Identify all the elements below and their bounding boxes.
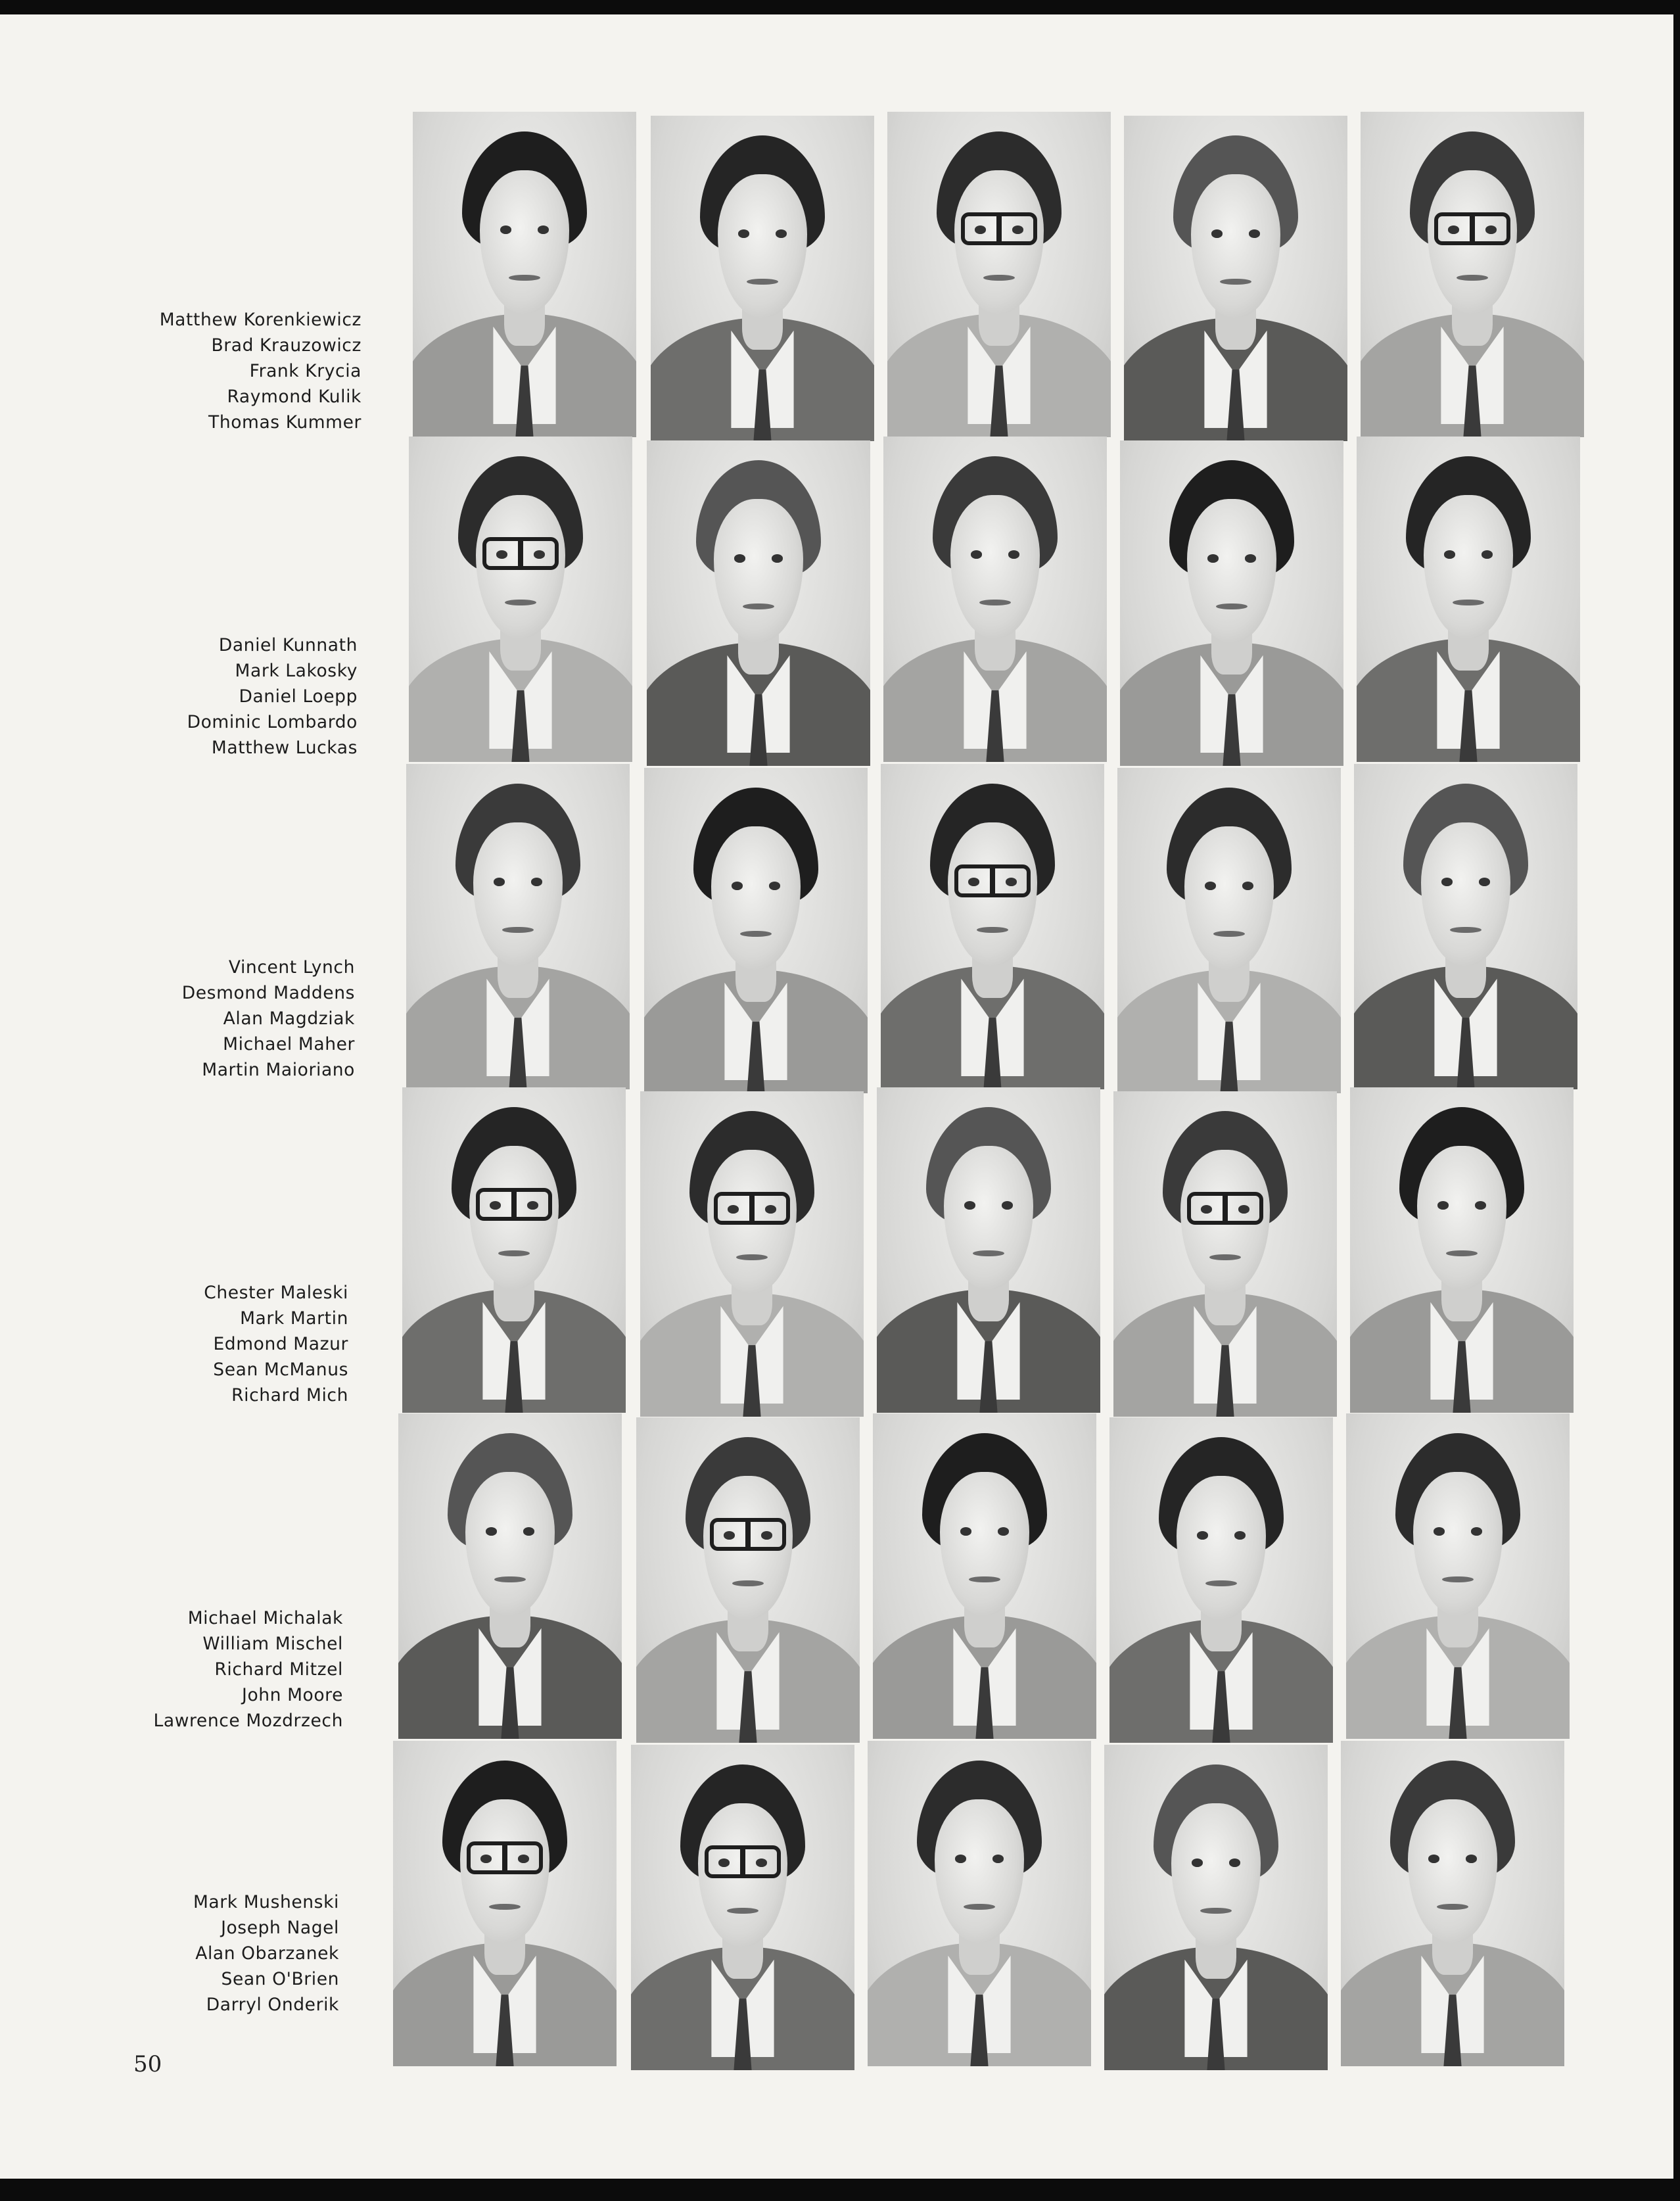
- student-portrait: [1346, 1413, 1570, 1739]
- portrait-shape: [467, 1841, 543, 1874]
- portrait-shape: [1211, 229, 1223, 237]
- portrait-shape: [992, 1855, 1004, 1862]
- student-portrait: [640, 1091, 864, 1417]
- portrait-shape: [1192, 1858, 1203, 1866]
- portrait-shape: [1229, 1858, 1240, 1866]
- student-name: Thomas Kummer: [208, 412, 362, 433]
- student-portrait: [887, 112, 1111, 437]
- name-list: [82, 632, 358, 761]
- student-portrait: [1113, 1091, 1337, 1417]
- student-name: Michael Maher: [223, 1034, 355, 1054]
- student-portrait: [877, 1087, 1100, 1413]
- student-name: Chester Maleski: [204, 1283, 348, 1303]
- student-name: Michael Michalak: [187, 1608, 343, 1628]
- portrait-shape: [1444, 550, 1455, 558]
- portrait-shape: [494, 878, 505, 886]
- portrait-shape: [1434, 212, 1510, 245]
- portrait-shape: [705, 1845, 781, 1878]
- portrait-shape: [1441, 878, 1453, 886]
- portrait-shape: [1245, 554, 1256, 562]
- student-portrait: [1357, 437, 1580, 762]
- portrait-shape: [960, 1527, 971, 1535]
- portrait-shape: [1242, 882, 1253, 889]
- student-portrait: [402, 1087, 626, 1413]
- portrait-shape: [955, 1855, 966, 1862]
- student-name: Sean O'Brien: [221, 1969, 339, 1989]
- student-name: Darryl Onderik: [206, 1995, 339, 2015]
- student-portrait: [868, 1741, 1091, 2066]
- student-portrait: [873, 1413, 1096, 1739]
- student-name: Edmond Mazur: [213, 1334, 348, 1354]
- portrait-shape: [964, 1201, 975, 1209]
- student-name: Alan Magdziak: [223, 1008, 355, 1029]
- student-name: Brad Krauzowicz: [211, 335, 362, 356]
- student-portrait: [413, 112, 636, 437]
- portrait-shape: [1002, 1201, 1013, 1209]
- yearbook-page: [0, 14, 1673, 2179]
- student-portrait: [406, 764, 630, 1089]
- name-list: [63, 1889, 339, 2018]
- student-name: Joseph Nagel: [221, 1918, 339, 1938]
- student-name: Daniel Kunnath: [218, 635, 358, 655]
- portrait-shape: [1471, 1527, 1482, 1535]
- portrait-shape: [732, 882, 743, 889]
- student-portrait: [1117, 768, 1341, 1093]
- student-name: William Mischel: [202, 1634, 343, 1654]
- student-name: Alan Obarzanek: [195, 1943, 339, 1964]
- student-portrait: [1124, 116, 1347, 441]
- portrait-shape: [954, 864, 1031, 897]
- portrait-shape: [772, 554, 783, 562]
- student-portrait: [631, 1745, 854, 2070]
- portrait-shape: [1437, 1201, 1449, 1209]
- student-portrait: [1104, 1745, 1328, 2070]
- portrait-shape: [1428, 1855, 1439, 1862]
- portrait-shape: [776, 229, 787, 237]
- student-portrait: [647, 440, 870, 766]
- student-name: Martin Maioriano: [202, 1060, 355, 1080]
- name-list: [85, 307, 362, 435]
- student-portrait: [1341, 1741, 1564, 2066]
- portrait-shape: [486, 1527, 497, 1535]
- student-name: Frank Krycia: [249, 361, 362, 381]
- student-portrait: [644, 768, 868, 1093]
- portrait-shape: [531, 878, 542, 886]
- student-portrait: [1109, 1417, 1333, 1743]
- student-portrait: [651, 116, 874, 441]
- name-list: [72, 1280, 348, 1408]
- portrait-shape: [1207, 554, 1219, 562]
- student-name: Lawrence Mozdrzech: [153, 1711, 343, 1731]
- student-name: Richard Mich: [231, 1385, 348, 1406]
- portrait-shape: [710, 1518, 786, 1551]
- portrait-shape: [1479, 878, 1490, 886]
- student-name: Matthew Korenkiewicz: [159, 310, 362, 330]
- portrait-shape: [769, 882, 780, 889]
- student-name: Sean McManus: [213, 1360, 348, 1380]
- student-portrait: [409, 437, 632, 762]
- student-name: Richard Mitzel: [214, 1659, 343, 1680]
- student-name: John Moore: [242, 1685, 343, 1705]
- student-portrait: [1361, 112, 1584, 437]
- student-name: Vincent Lynch: [228, 957, 355, 978]
- student-name: Raymond Kulik: [227, 387, 362, 407]
- student-name: Desmond Maddens: [181, 983, 355, 1003]
- name-list: [67, 1605, 343, 1734]
- portrait-shape: [1187, 1192, 1263, 1225]
- portrait-shape: [1466, 1855, 1477, 1862]
- portrait-shape: [482, 537, 559, 570]
- portrait-shape: [738, 229, 749, 237]
- student-portrait: [398, 1413, 622, 1739]
- portrait-shape: [523, 1527, 534, 1535]
- page-number: 50: [133, 2051, 162, 2077]
- student-name: Mark Martin: [240, 1308, 348, 1329]
- student-portrait: [1120, 440, 1343, 766]
- portrait-shape: [1475, 1201, 1486, 1209]
- portrait-shape: [1482, 550, 1493, 558]
- portrait-shape: [734, 554, 745, 562]
- portrait-shape: [476, 1188, 552, 1221]
- portrait-shape: [538, 225, 549, 233]
- student-portrait: [881, 764, 1104, 1089]
- student-name: Mark Mushenski: [193, 1892, 339, 1912]
- portrait-shape: [971, 550, 982, 558]
- student-name: Dominic Lombardo: [187, 712, 358, 732]
- student-name: Matthew Luckas: [211, 738, 358, 758]
- portrait-shape: [714, 1192, 790, 1225]
- name-list: [79, 955, 355, 1083]
- portrait-shape: [1205, 882, 1216, 889]
- student-portrait: [393, 1741, 617, 2066]
- portrait-shape: [1234, 1531, 1246, 1539]
- student-portrait: [883, 437, 1107, 762]
- portrait-shape: [961, 212, 1037, 245]
- portrait-shape: [1197, 1531, 1208, 1539]
- student-name: Daniel Loepp: [239, 686, 358, 707]
- student-portrait: [1354, 764, 1577, 1089]
- student-portrait: [636, 1417, 860, 1743]
- student-portrait: [1350, 1087, 1574, 1413]
- portrait-shape: [1249, 229, 1260, 237]
- portrait-shape: [500, 225, 511, 233]
- portrait-shape: [1434, 1527, 1445, 1535]
- portrait-shape: [998, 1527, 1009, 1535]
- student-name: Mark Lakosky: [235, 661, 358, 681]
- portrait-shape: [1008, 550, 1019, 558]
